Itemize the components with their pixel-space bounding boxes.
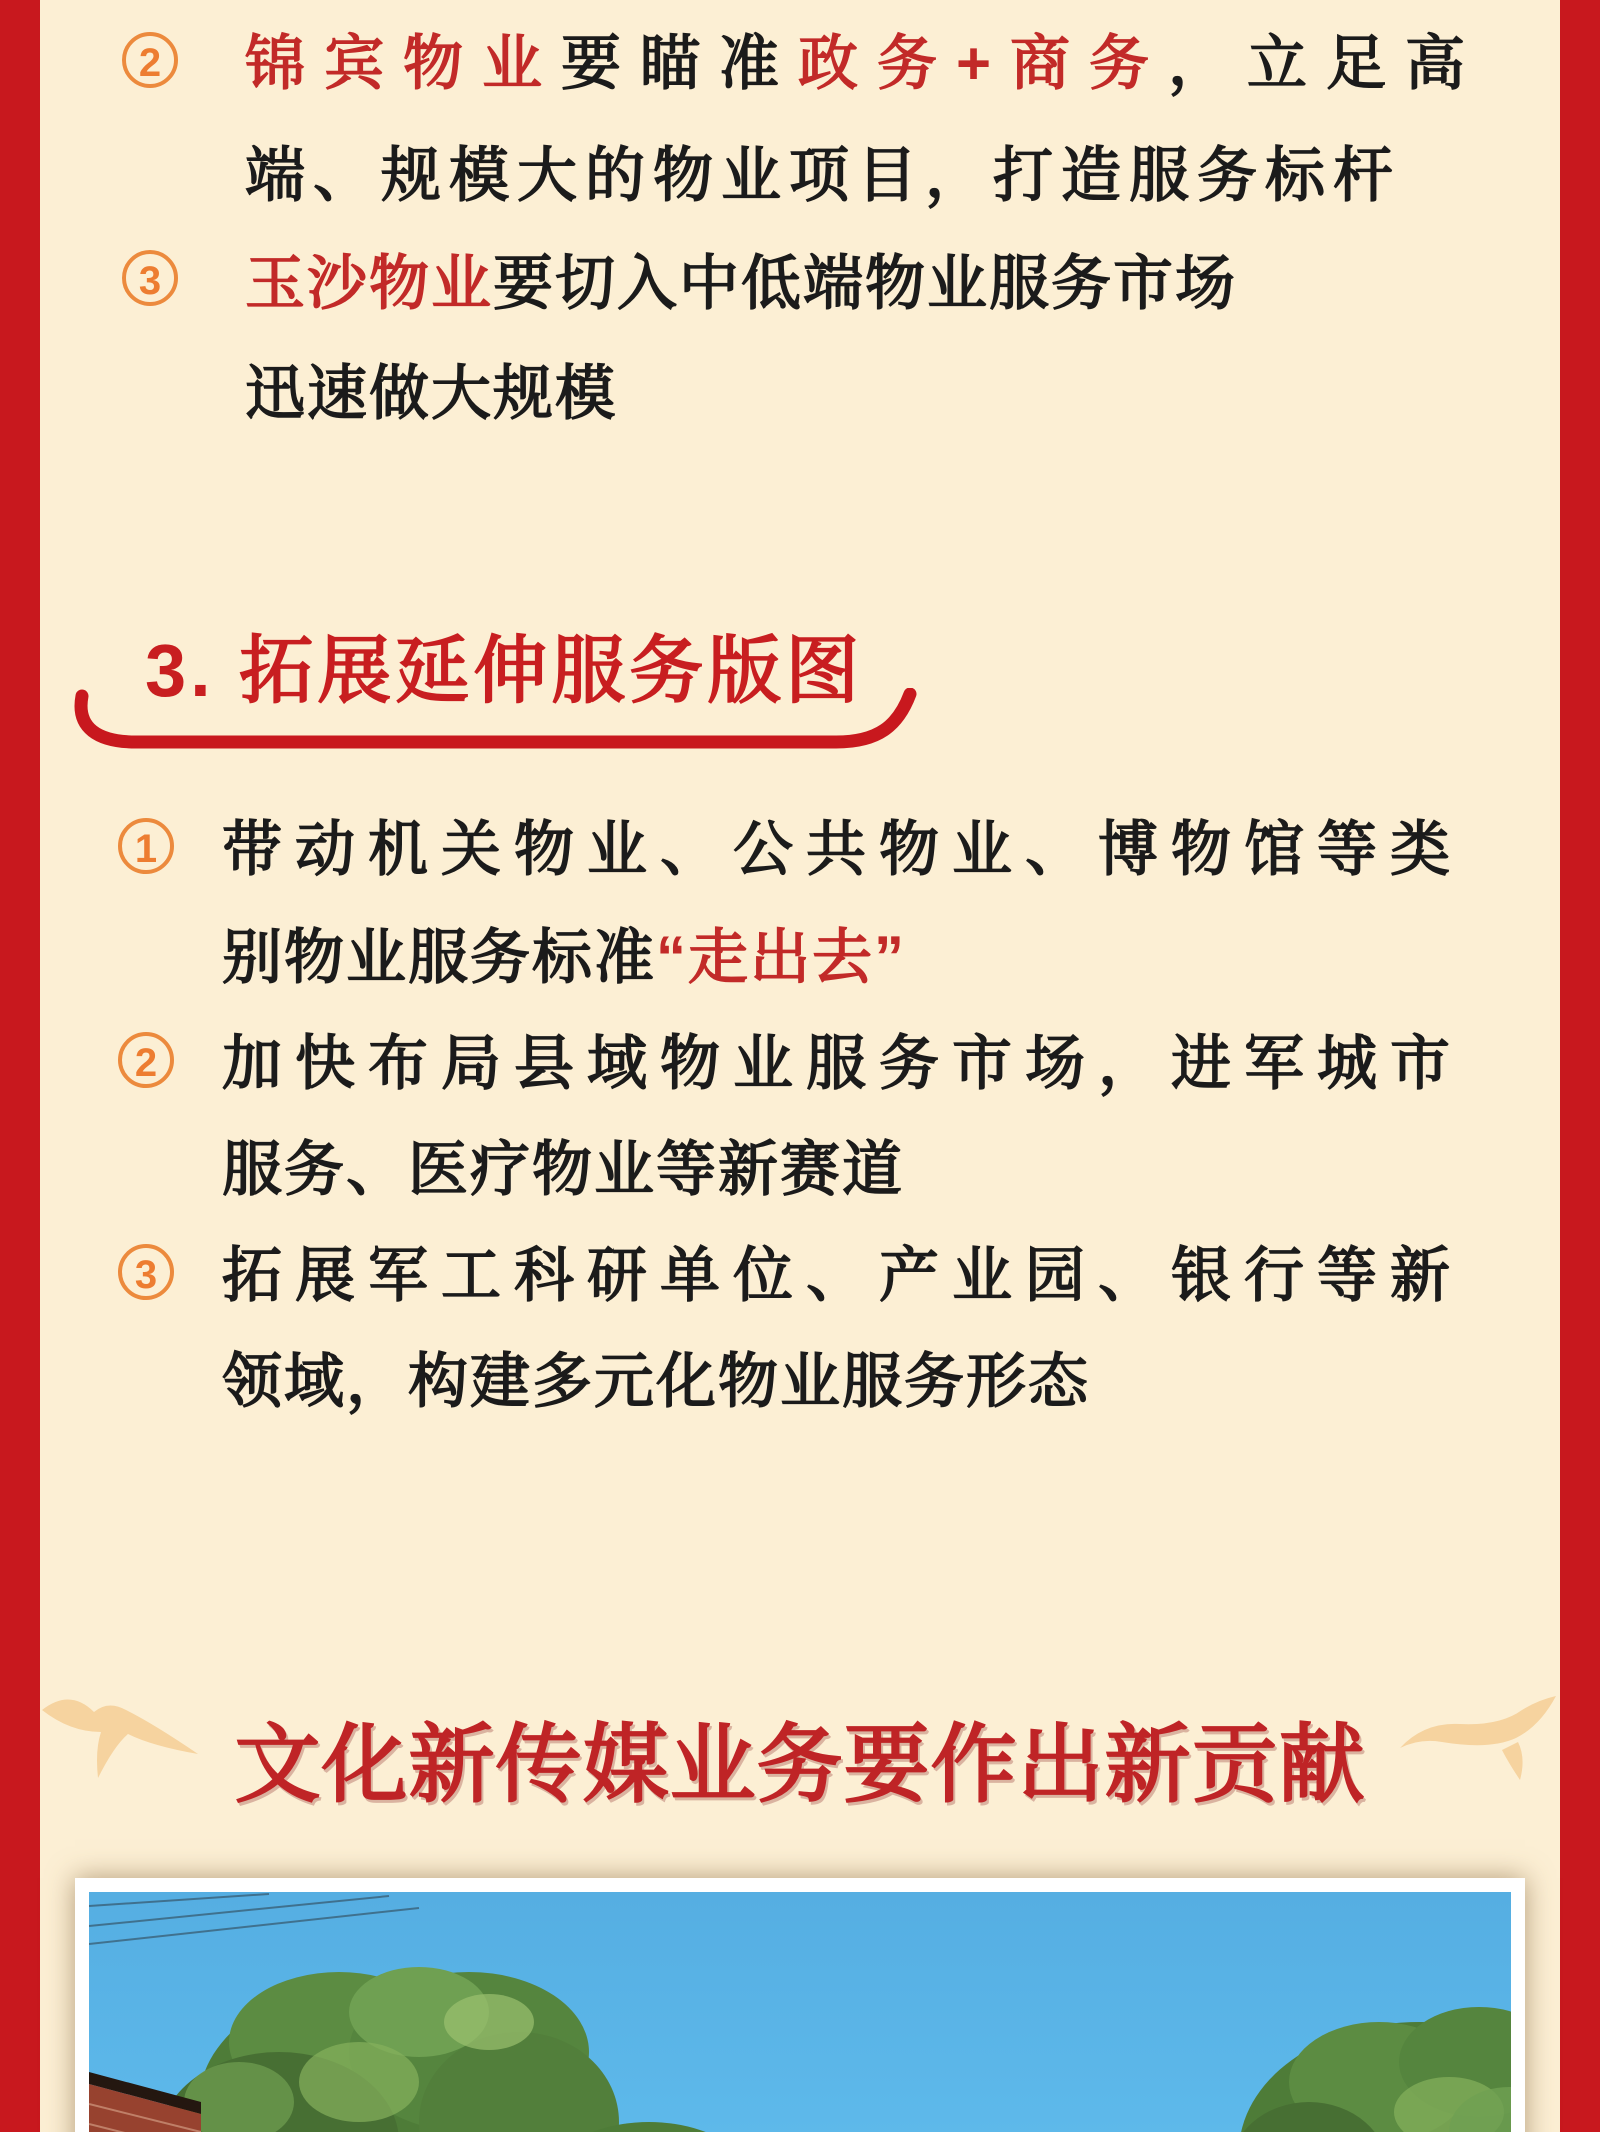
list-line [222,926,906,989]
list-line: 加快布局县域物业服务市场，进军城市 [222,1030,1463,1097]
list-line: 服务、医疗物业等新赛道 [222,1136,904,1203]
body-text: ，立足高 [1168,30,1485,97]
photo-scene [89,1892,1511,2132]
section-heading: 3. 拓展延伸服务版图 [145,629,864,712]
heading-underline-swoosh-icon [70,688,922,756]
emphasis-text: 政务+商务 [798,30,1169,97]
list-line: 拓展军工科研单位、产业园、银行等新 [222,1242,1463,1309]
body-text: 要瞄准 [561,30,798,97]
emphasis-text: 锦宾物业 [245,30,561,97]
body-text: 别物业服务标准 [222,924,656,991]
body-text: 要切入中低端物业服务市场 [493,250,1237,317]
list-line [245,252,1237,315]
emphasis-text: 玉沙物业 [245,250,493,317]
list-line: 端、规模大的物业项目，打造服务标杆 [245,142,1401,209]
circled-2-icon: 2 [118,1032,174,1088]
list-line: 迅速做大规模 [245,360,617,427]
emphasis-text: “走出去” [656,924,906,991]
list-line: 带动机关物业、公共物业、博物馆等类 [222,816,1463,883]
circled-3-icon: 3 [118,1244,174,1300]
circled-3-icon: 3 [122,250,178,306]
campus-photo [75,1878,1525,2132]
list-line: 领域，构建多元化物业服务形态 [222,1348,1090,1415]
list-line [245,32,1484,95]
banner-title: 文化新传媒业务要作出新贡献 [234,1717,1366,1813]
circled-2-icon: 2 [122,32,178,88]
circled-1-icon: 1 [118,818,174,874]
